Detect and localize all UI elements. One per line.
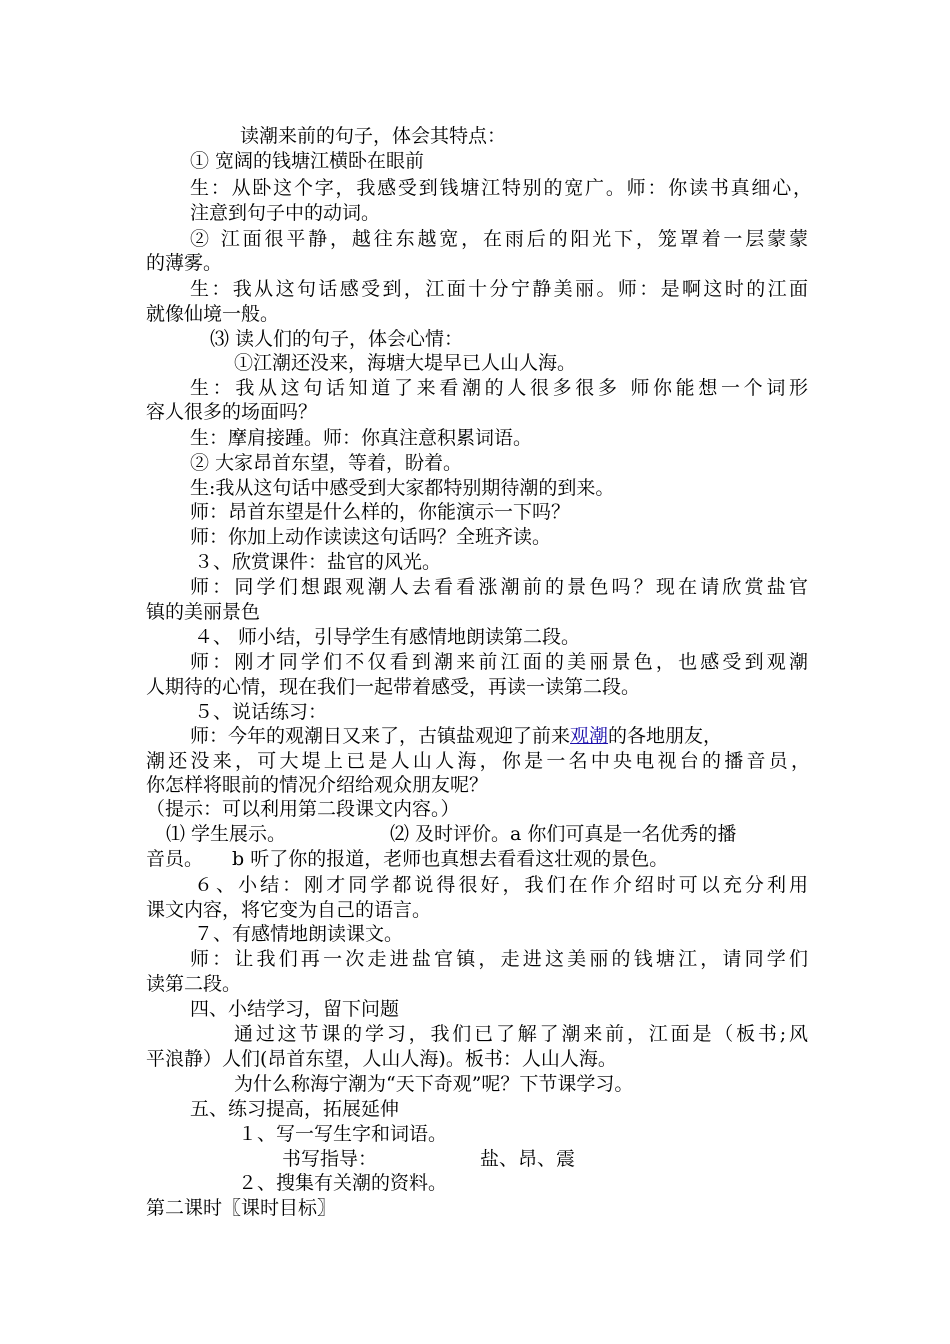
section-heading: 第二课时〖课时目标〗 <box>146 1197 337 1219</box>
guanchao-link[interactable]: 观潮 <box>570 725 609 747</box>
text-segment: 的各地朋友， <box>608 725 723 747</box>
text-line: 盐、昂、震 <box>480 1148 576 1170</box>
text-line: ① 宽阔的钱塘江横卧在眼前 <box>190 150 425 172</box>
text-line: ⑴ 学生展示。 <box>166 823 287 845</box>
text-segment: 师：今年的观潮日又来了，古镇盐观迎了前来 <box>190 725 571 747</box>
text-line: ３、欣赏课件：盐官的风光。 <box>194 551 442 573</box>
text-line: ①江潮还没来，海塘大堤早已人山人海。 <box>234 352 577 374</box>
text-line: １、写一写生字和词语。 <box>238 1123 448 1145</box>
text-line: 课文内容，将它变为自己的语言。 <box>146 899 432 921</box>
text-line: 音员。 <box>146 848 204 870</box>
text-line: 的薄雾。 <box>146 252 223 274</box>
text-line: （提示：可以利用第二段课文内容。） <box>146 798 460 820</box>
text-line: 注意到句子中的动词。 <box>190 202 381 224</box>
text-line: ５、说话练习： <box>194 701 328 723</box>
text-line: 生:我从这句话中感受到大家都特别期待潮的到来。 <box>190 477 615 499</box>
text-line: 生：从卧这个字，我感受到钱塘江特别的宽广。师：你读书真细心， <box>190 177 812 199</box>
section-heading: 四、小结学习，留下问题 <box>190 998 400 1020</box>
text-line: 为什么称海宁潮为“天下奇观”呢？下节课学习。 <box>234 1073 634 1095</box>
text-line: 潮还没来，可大堤上已是人山人海，你是一名中央电视台的播音员， <box>146 750 810 772</box>
text-line: 你怎样将眼前的情况介绍给观众朋友呢？ <box>146 774 489 796</box>
text-line: ② 大家昂首东望，等着，盼着。 <box>190 452 463 474</box>
text-line: b 听了你的报道，老师也真想去看看这壮观的景色。 <box>232 848 669 870</box>
text-line: 生：摩肩接踵。师：你真注意积累词语。 <box>190 427 533 449</box>
text-line: ⑶ 读人们的句子，体会心情： <box>210 328 464 350</box>
text-line: ６、小结：刚才同学都说得很好，我们在作介绍时可以充分利用 <box>194 874 808 896</box>
text-line: ② 江面很平静，越往东越宽，在雨后的阳光下，笼罩着一层蒙蒙 <box>190 228 808 250</box>
text-line: 镇的美丽景色 <box>146 601 261 623</box>
text-line: 读潮来前的句子，体会其特点： <box>240 125 507 147</box>
text-line: 读第二段。 <box>146 973 242 995</box>
text-line: 师：昂首东望是什么样的，你能演示一下吗？ <box>190 501 571 523</box>
text-line: 容人很多的场面吗？ <box>146 401 318 423</box>
text-line: 就像仙境一般。 <box>146 303 280 325</box>
text-line: 师：同学们想跟观潮人去看看涨潮前的景色吗？现在请欣赏盐官 <box>190 576 808 598</box>
text-line: ７、有感情地朗读课文。 <box>194 923 404 945</box>
text-line: 师：你加上动作读读这句话吗？全班齐读。 <box>190 526 552 548</box>
text-line: 生：我从这句话知道了来看潮的人很多很多 师你能想一个词形 <box>190 377 808 399</box>
text-line: ⑵ 及时评价。a 你们可真是一名优秀的播 <box>390 823 737 845</box>
text-line: 师：刚才同学们不仅看到潮来前江面的美丽景色，也感受到观潮 <box>190 651 808 673</box>
text-line: ４、 师小结，引导学生有感情地朗读第二段。 <box>194 626 581 648</box>
text-line: 人期待的心情，现在我们一起带着感受，再读一读第二段。 <box>146 676 641 698</box>
text-line: 通过这节课的学习，我们已了解了潮来前，江面是（板书;风 <box>234 1023 808 1045</box>
text-line: 平浪静）人们(昂首东望，人山人海)。板书：人山人海。 <box>146 1048 617 1070</box>
text-line: ２、搜集有关潮的资料。 <box>238 1172 448 1194</box>
text-line: 师：让我们再一次走进盐官镇，走进这美丽的钱塘江，请同学们 <box>190 948 808 970</box>
section-heading: 五、练习提高，拓展延伸 <box>190 1098 400 1120</box>
text-line: 书写指导： <box>282 1148 378 1170</box>
text-line: 生：我从这句话感受到，江面十分宁静美丽。师：是啊这时的江面 <box>190 278 808 300</box>
text-line <box>190 724 854 748</box>
